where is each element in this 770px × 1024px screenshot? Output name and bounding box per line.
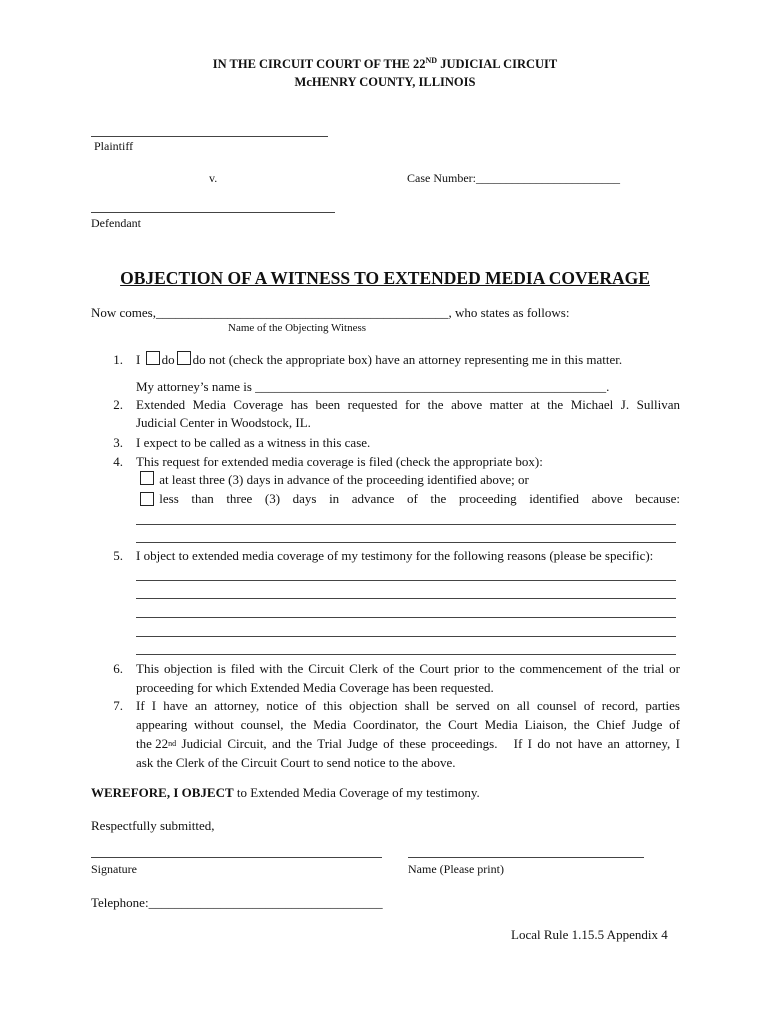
item-4-option-a: at least three (3) days in advance of the proceeding identified above; or <box>138 471 529 490</box>
defendant-label: Defendant <box>91 216 141 230</box>
telephone-field: Telephone:____________________________________ <box>91 895 383 910</box>
item-3-number: 3. <box>113 435 123 450</box>
plaintiff-line <box>91 136 328 137</box>
signature-line[interactable] <box>91 857 382 858</box>
item-4-option-b: less than three (3) days in advance of the proceeding identified above because: <box>138 490 680 509</box>
printed-name-line[interactable] <box>408 857 644 858</box>
reason-blank-line[interactable] <box>136 580 676 581</box>
item-7-line3: the 22 nd Judicial Circuit, and the Trial Judge of these proceedings. If I do not have an attorney, I <box>136 736 680 751</box>
versus-label: v. <box>209 171 218 185</box>
item-7-number: 7. <box>113 698 123 713</box>
court-header-line2: McHENRY COUNTY, ILLINOIS <box>294 75 476 89</box>
document-title: OBJECTION OF A WITNESS TO EXTENDED MEDIA COVERAGE <box>120 268 650 288</box>
wherefore-clause: WEREFORE, I OBJECT to Extended Media Coverage of my testimony. <box>91 785 480 800</box>
reason-blank-line[interactable] <box>136 542 676 543</box>
now-comes-line: Now comes,_____________________________________________, who states as follows: <box>91 305 570 320</box>
defendant-line <box>91 212 335 213</box>
item-6-line1: This objection is filed with the Circuit Clerk of the Court prior to the commencement of the trial or <box>136 661 680 676</box>
attorney-name-line: My attorney’s name is ______________________________________________________. <box>136 379 610 394</box>
reason-blank-line[interactable] <box>136 654 676 655</box>
printed-name-label: Name (Please print) <box>408 862 504 876</box>
reason-blank-line[interactable] <box>136 636 676 637</box>
do-not-checkbox[interactable] <box>177 351 191 365</box>
item-4-number: 4. <box>113 454 123 469</box>
respectfully-submitted: Respectfully submitted, <box>91 818 215 833</box>
item-2-line2: Judicial Center in Woodstock, IL. <box>136 415 311 430</box>
court-header-line1: IN THE CIRCUIT COURT OF THE 22ND JUDICIAL CIRCUIT <box>212 56 558 72</box>
reason-blank-line[interactable] <box>136 524 676 525</box>
item-2-number: 2. <box>113 397 123 412</box>
item-6-number: 6. <box>113 661 123 676</box>
signature-label: Signature <box>91 862 137 876</box>
item-3-text: I expect to be called as a witness in this case. <box>136 435 371 450</box>
item-4-text: This request for extended media coverage is filed (check the appropriate box): <box>136 454 543 469</box>
item-6-line2: proceeding for which Extended Media Coverage has been requested. <box>136 680 494 695</box>
advance-three-days-checkbox[interactable] <box>140 471 154 485</box>
item-5-number: 5. <box>113 548 123 563</box>
case-number-field: Case Number:________________________ <box>407 171 620 185</box>
item-1-text: I do do not (check the appropriate box) have an attorney representing me in this matter. <box>136 352 623 367</box>
item-7-line1: If I have an attorney, notice of this objection shall be served on all counsel of record, parties <box>136 698 680 713</box>
item-2-line1: Extended Media Coverage has been requested for the above matter at the Michael J. Sullivan <box>136 397 680 412</box>
item-5-text: I object to extended media coverage of my testimony for the following reasons (please be specific): <box>136 548 654 563</box>
item-1-number: 1. <box>113 352 123 367</box>
item-7-line4: ask the Clerk of the Circuit Court to send notice to the above. <box>136 755 456 770</box>
local-rule-footer: Local Rule 1.15.5 Appendix 4 <box>511 927 668 942</box>
less-than-three-days-checkbox[interactable] <box>140 492 154 506</box>
reason-blank-line[interactable] <box>136 598 676 599</box>
item-7-line2: appearing without counsel, the Media Coordinator, the Court Media Liaison, the Chief Judge of <box>136 717 680 732</box>
do-checkbox[interactable] <box>146 351 160 365</box>
objecting-witness-sublabel: Name of the Objecting Witness <box>228 322 367 334</box>
reason-blank-line[interactable] <box>136 617 676 618</box>
plaintiff-label: Plaintiff <box>94 139 134 153</box>
